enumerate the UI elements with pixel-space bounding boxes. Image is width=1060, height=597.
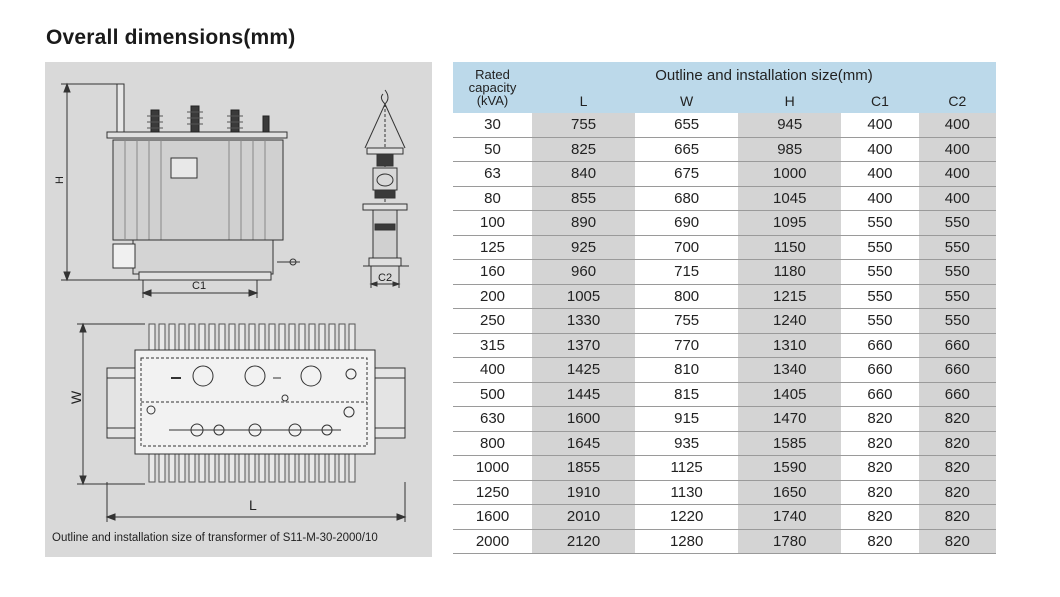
dimension-cell: 550	[919, 260, 996, 285]
dimension-cell: 820	[841, 480, 918, 505]
dimension-cell: 1130	[635, 480, 738, 505]
dimension-cell: 925	[532, 235, 635, 260]
page-title: Overall dimensions(mm)	[46, 26, 296, 49]
dimension-cell: 1645	[532, 431, 635, 456]
dimension-cell: 2010	[532, 505, 635, 530]
dim-c1-label: C1	[192, 280, 207, 292]
dimension-cell: 960	[532, 260, 635, 285]
rated-capacity-cell: 160	[453, 260, 532, 285]
dimension-cell: 550	[841, 235, 918, 260]
dimension-cell: 985	[738, 137, 841, 162]
dimension-cell: 660	[919, 333, 996, 358]
dimension-cell: 1370	[532, 333, 635, 358]
dim-c2-label: C2	[378, 272, 393, 284]
length-dimension	[107, 482, 405, 522]
rated-capacity-cell: 500	[453, 382, 532, 407]
dimension-cell: 690	[635, 211, 738, 236]
transformer-drawing	[45, 62, 432, 557]
table-row	[453, 162, 996, 187]
dimension-cell: 820	[841, 505, 918, 530]
table-row	[453, 186, 996, 211]
dimension-cell: 820	[841, 407, 918, 432]
column-header-c1: C1	[841, 88, 918, 113]
dimension-cell: 1855	[532, 456, 635, 481]
dimensions-table	[453, 62, 996, 554]
dimension-cell: 1470	[738, 407, 841, 432]
table-row	[453, 260, 996, 285]
dimension-cell: 1095	[738, 211, 841, 236]
dimension-cell: 550	[841, 260, 918, 285]
dimension-cell: 550	[919, 309, 996, 334]
rated-capacity-cell: 630	[453, 407, 532, 432]
rated-capacity-cell: 400	[453, 358, 532, 383]
dimension-cell: 1600	[532, 407, 635, 432]
dimension-cell: 550	[919, 235, 996, 260]
dimension-cell: 680	[635, 186, 738, 211]
rated-line-3: (kVA)	[476, 93, 509, 108]
dimension-cell: 660	[841, 333, 918, 358]
dimension-cell: 1000	[738, 162, 841, 187]
dimension-cell: 1405	[738, 382, 841, 407]
rated-line-1: Rated	[475, 67, 510, 82]
dimension-cell: 715	[635, 260, 738, 285]
dim-l-label: L	[249, 497, 257, 513]
dimension-cell: 820	[919, 407, 996, 432]
dimension-cell: 1330	[532, 309, 635, 334]
dimension-cell: 1150	[738, 235, 841, 260]
dimension-cell: 1650	[738, 480, 841, 505]
dimension-cell: 2120	[532, 529, 635, 554]
transformer-drawing-panel	[45, 62, 432, 557]
dimension-cell: 400	[919, 162, 996, 187]
dimension-cell: 945	[738, 113, 841, 137]
rated-capacity-header	[453, 62, 532, 113]
side-view	[363, 90, 409, 288]
dimension-cell: 1910	[532, 480, 635, 505]
dimension-cell: 770	[635, 333, 738, 358]
dimension-cell: 820	[841, 456, 918, 481]
table-row	[453, 333, 996, 358]
dimension-cell: 660	[919, 382, 996, 407]
dimension-cell: 400	[919, 137, 996, 162]
table-row	[453, 456, 996, 481]
dimension-cell: 550	[841, 211, 918, 236]
rated-capacity-cell: 200	[453, 284, 532, 309]
column-header-l: L	[532, 88, 635, 113]
dimension-cell: 1125	[635, 456, 738, 481]
dimension-cell: 400	[841, 186, 918, 211]
table-row	[453, 137, 996, 162]
dim-h-label: H	[54, 176, 66, 184]
rated-capacity-cell: 1250	[453, 480, 532, 505]
table-row	[453, 113, 996, 137]
dimension-cell: 400	[841, 162, 918, 187]
dimension-cell: 660	[841, 358, 918, 383]
dimension-cell: 675	[635, 162, 738, 187]
table-row	[453, 309, 996, 334]
dimension-cell: 820	[919, 456, 996, 481]
dimension-cell: 550	[919, 211, 996, 236]
dimension-cell: 820	[919, 480, 996, 505]
rated-capacity-cell: 100	[453, 211, 532, 236]
rated-capacity-cell: 30	[453, 113, 532, 137]
column-header-w: W	[635, 88, 738, 113]
dimension-cell: 825	[532, 137, 635, 162]
dimension-cell: 1585	[738, 431, 841, 456]
dimension-cell: 550	[841, 309, 918, 334]
dimension-cell: 550	[919, 284, 996, 309]
dimension-cell: 815	[635, 382, 738, 407]
dimension-cell: 660	[841, 382, 918, 407]
column-header-h: H	[738, 88, 841, 113]
dim-w-label: W	[68, 390, 84, 404]
table-row	[453, 407, 996, 432]
dimension-cell: 1780	[738, 529, 841, 554]
dimension-cell: 820	[841, 431, 918, 456]
dimension-cell: 1590	[738, 456, 841, 481]
dimension-cell: 1005	[532, 284, 635, 309]
dimension-cell: 1340	[738, 358, 841, 383]
dimension-cell: 400	[919, 186, 996, 211]
rated-capacity-cell: 125	[453, 235, 532, 260]
dimension-cell: 855	[532, 186, 635, 211]
rated-capacity-cell: 800	[453, 431, 532, 456]
rated-line-2: capacity	[468, 80, 517, 95]
plan-view	[68, 324, 405, 484]
dimension-cell: 890	[532, 211, 635, 236]
dimension-cell: 1425	[532, 358, 635, 383]
table-row	[453, 211, 996, 236]
rated-capacity-cell: 315	[453, 333, 532, 358]
dimension-cell: 400	[919, 113, 996, 137]
drawing-caption: Outline and installation size of transformer of S11-M-30-2000/10	[52, 532, 378, 544]
rated-capacity-cell: 1600	[453, 505, 532, 530]
dimension-cell: 1310	[738, 333, 841, 358]
dimension-cell: 660	[919, 358, 996, 383]
table-row	[453, 480, 996, 505]
column-header-c2: C2	[919, 88, 996, 113]
table-row	[453, 431, 996, 456]
rated-capacity-cell: 1000	[453, 456, 532, 481]
dimension-cell: 820	[919, 431, 996, 456]
dimension-cell: 820	[841, 529, 918, 554]
dimension-cell: 915	[635, 407, 738, 432]
dimension-cell: 840	[532, 162, 635, 187]
front-view	[54, 84, 300, 298]
group-header: Outline and installation size(mm)	[532, 62, 996, 88]
rated-capacity-cell: 250	[453, 309, 532, 334]
dimension-cell: 820	[919, 505, 996, 530]
dimension-cell: 755	[635, 309, 738, 334]
dimension-cell: 550	[841, 284, 918, 309]
dimension-cell: 1445	[532, 382, 635, 407]
dimension-cell: 810	[635, 358, 738, 383]
dimension-cell: 800	[635, 284, 738, 309]
table-row	[453, 382, 996, 407]
dimension-cell: 665	[635, 137, 738, 162]
rated-capacity-cell: 63	[453, 162, 532, 187]
dimension-cell: 1740	[738, 505, 841, 530]
dimension-cell: 755	[532, 113, 635, 137]
rated-capacity-cell: 80	[453, 186, 532, 211]
dimension-cell: 1220	[635, 505, 738, 530]
dimension-cell: 1045	[738, 186, 841, 211]
dimension-cell: 1215	[738, 284, 841, 309]
table-row	[453, 505, 996, 530]
table-row	[453, 358, 996, 383]
dimension-cell: 655	[635, 113, 738, 137]
dimension-cell: 400	[841, 113, 918, 137]
dimension-cell: 400	[841, 137, 918, 162]
dimension-cell: 935	[635, 431, 738, 456]
rated-capacity-cell: 2000	[453, 529, 532, 554]
table-row	[453, 284, 996, 309]
table-row	[453, 235, 996, 260]
dimension-cell: 700	[635, 235, 738, 260]
dimension-cell: 1180	[738, 260, 841, 285]
rated-capacity-cell: 50	[453, 137, 532, 162]
dimension-cell: 1280	[635, 529, 738, 554]
dimension-cell: 1240	[738, 309, 841, 334]
table-row	[453, 529, 996, 554]
dimension-cell: 820	[919, 529, 996, 554]
